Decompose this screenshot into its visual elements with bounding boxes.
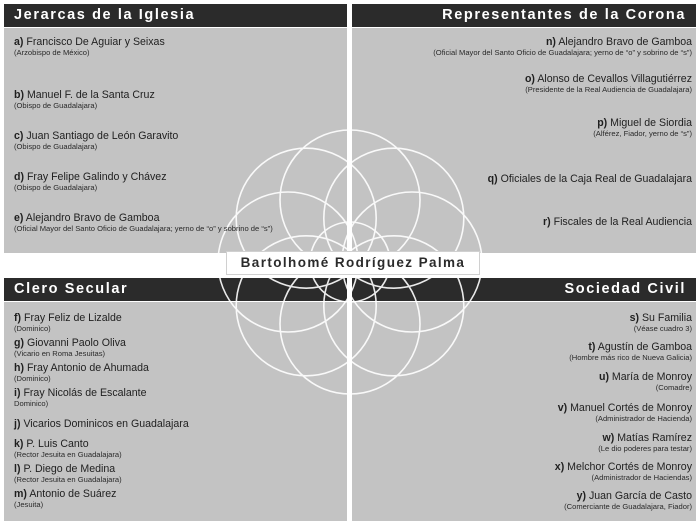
- list-item: g) Giovanni Paolo Oliva (Vicario en Roma Jesuitas): [14, 337, 126, 358]
- list-item: d) Fray Felipe Galindo y Chávez (Obispo de Guadalajara): [14, 171, 167, 192]
- list-item: m) Antonio de Suárez (Jesuita): [14, 488, 117, 509]
- list-item: f) Fray Feliz de Lizalde (Dominico): [14, 312, 122, 333]
- list-item: u) María de Monroy (Comadre): [598, 371, 692, 392]
- header-representantes: Representantes de la Corona: [352, 4, 696, 27]
- header-jerarcas: Jerarcas de la Iglesia: [4, 4, 347, 27]
- list-item: b) Manuel F. de la Santa Cruz (Obispo de Guadalajara): [14, 89, 155, 110]
- header-sociedad-civil: Sociedad Civil: [352, 278, 696, 301]
- list-item: i) Fray Nicolás de Escalante Dominico): [14, 387, 147, 408]
- list-item: w) Matías Ramírez (Le dio poderes para testar): [598, 432, 692, 453]
- list-item: k) P. Luis Canto (Rector Jesuita en Guadalajara): [14, 438, 122, 459]
- list-item: n) Alejandro Bravo de Gamboa (Oficial Mayor del Santo Oficio de Guadalajara; yerno de “o” y sobrino de “s”): [433, 36, 692, 57]
- list-item: l) P. Diego de Medina (Rector Jesuita en Guadalajara): [14, 463, 122, 484]
- list-item: y) Juan García de Casto (Comerciante de Guadalajara, Fiador): [564, 490, 692, 511]
- list-item: j) Vicarios Dominicos en Guadalajara: [14, 418, 189, 430]
- list-item: v) Manuel Cortés de Monroy (Administrador de Hacienda): [557, 402, 692, 423]
- list-item: e) Alejandro Bravo de Gamboa (Oficial Mayor del Santo Oficio de Guadalajara; yerno de “o” y sobrino de “s”): [14, 212, 273, 233]
- list-item: q) Oficiales de la Caja Real de Guadalajara: [487, 173, 692, 185]
- list-item: r) Fiscales de la Real Audiencia: [543, 216, 692, 228]
- list-item: x) Melchor Cortés de Monroy (Administrador de Haciendas): [554, 461, 692, 482]
- list-item: t) Agustín de Gamboa (Hombre más rico de Nueva Galicia): [569, 341, 692, 362]
- center-title: Bartolhomé Rodríguez Palma: [240, 255, 466, 270]
- list-item: p) Miguel de Siordia (Alférez, Fiador, yerno de “s”): [593, 117, 692, 138]
- list-item: c) Juan Santiago de León Garavito (Obispo de Guadalajara): [14, 130, 179, 151]
- list-item: s) Su Familia (Véase cuadro 3): [629, 312, 692, 333]
- header-clero-secular: Clero Secular: [4, 278, 347, 301]
- list-item: a) Francisco De Aguiar y Seixas (Arzobispo de México): [14, 36, 165, 57]
- list-item: o) Alonso de Cevallos Villagutiérrez (Presidente de la Real Audiencia de Guadalajara): [524, 73, 692, 94]
- list-item: h) Fray Antonio de Ahumada (Dominico): [14, 362, 149, 383]
